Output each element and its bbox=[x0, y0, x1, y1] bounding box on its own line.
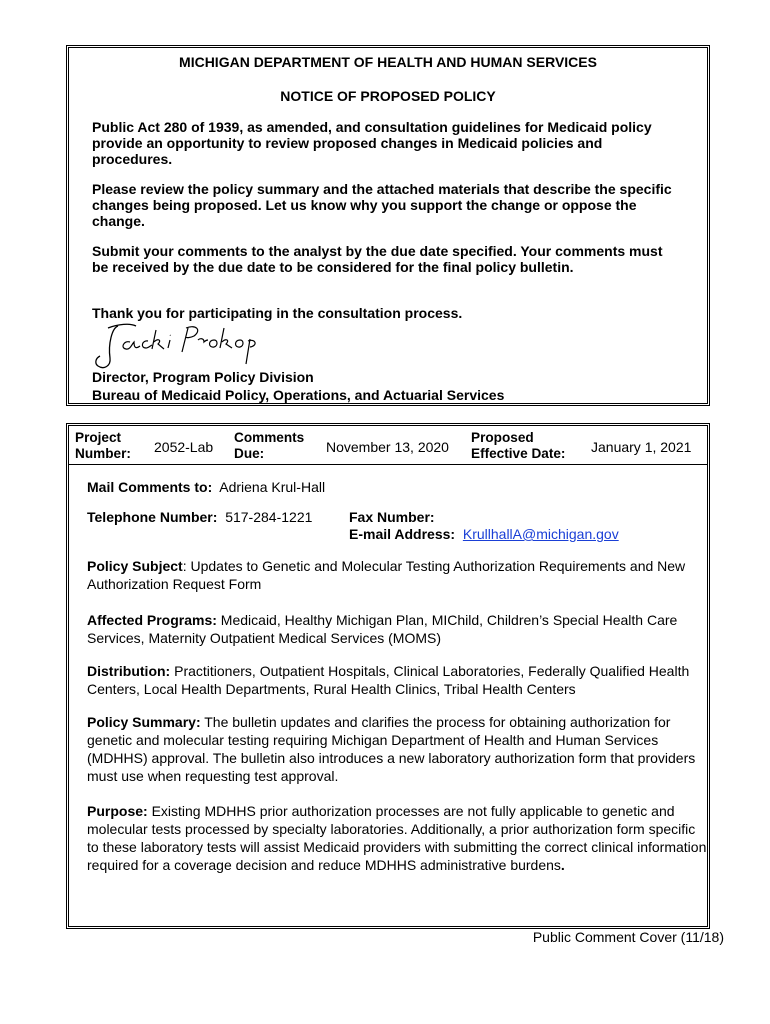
telephone-value: 517-284-1221 bbox=[225, 509, 313, 525]
notice-title: NOTICE OF PROPOSED POLICY bbox=[280, 88, 496, 104]
email-label: E-mail Address: bbox=[349, 526, 456, 542]
project-label-2: Number: bbox=[75, 446, 131, 461]
intro-paragraph: Public Act 280 of 1939, as amended, and consultation guidelines for Medicaid policy provide an opportunity to review proposed changes in Medicaid policies and procedures. bbox=[92, 119, 652, 167]
comments-due-label-2: Due: bbox=[234, 446, 265, 461]
header-row bbox=[69, 426, 707, 465]
purpose-end: . bbox=[560, 857, 565, 873]
director-title: Director, Program Policy Division bbox=[92, 369, 314, 385]
policy-summary-text: The bulletin updates and clarifies the process for obtaining authorization for genetic and molecular testing requiring Michigan Department of Health and Human Services (MDHHS) approval. The bulletin also introduces a new laboratory authorization form that providers must use when requesting test approval. bbox=[87, 714, 696, 784]
bureau-name: Bureau of Medicaid Policy, Operations, and Actuarial Services bbox=[92, 387, 505, 403]
effective-date-label-2: Effective Date: bbox=[471, 446, 566, 461]
project-label-1: Project bbox=[75, 430, 122, 445]
telephone-label: Telephone Number: bbox=[87, 509, 218, 525]
affected-programs bbox=[87, 611, 707, 647]
thanks-paragraph: Thank you for participating in the consultation process. bbox=[92, 305, 463, 321]
policy-summary bbox=[87, 713, 707, 785]
policy-subject bbox=[87, 557, 707, 593]
details-box bbox=[66, 423, 710, 929]
purpose-label: Purpose: bbox=[87, 803, 148, 819]
fax-label: Fax Number: bbox=[349, 509, 435, 525]
affected-programs-text: Medicaid, Healthy Michigan Plan, MIChild, Children’s Special Health Care Services, Maternity Outpatient Medical Services (MOMS) bbox=[87, 612, 678, 646]
purpose-text: Existing MDHHS prior authorization processes are not fully applicable to genetic and molecular tests processed by specialty laboratories. Additionally, a prior authorization form specific to these laboratory tests will assist Medicaid providers with submitting the correct clinical information required for a coverage decision and reduce MDHHS administrative burdens bbox=[87, 803, 707, 873]
policy-summary-label: Policy Summary: bbox=[87, 714, 201, 730]
policy-subject-text: : Updates to Genetic and Molecular Testing Authorization Requirements and New Authorization Request Form bbox=[87, 558, 686, 592]
purpose bbox=[87, 802, 707, 874]
effective-date-label-1: Proposed bbox=[471, 430, 534, 445]
department-heading: MICHIGAN DEPARTMENT OF HEALTH AND HUMAN SERVICES bbox=[179, 54, 597, 70]
affected-programs-label: Affected Programs: bbox=[87, 612, 217, 628]
mail-comments-label: Mail Comments to: bbox=[87, 479, 213, 495]
comments-due-value: November 13, 2020 bbox=[326, 439, 449, 455]
review-paragraph: Please review the policy summary and the attached materials that describe the specific changes being proposed. Let us know why you support the change or oppose the change. bbox=[92, 181, 672, 229]
email-line bbox=[349, 525, 619, 543]
footer-label: Public Comment Cover (11/18) bbox=[532, 929, 724, 945]
policy-subject-label: Policy Subject bbox=[87, 558, 183, 574]
mail-comments-line bbox=[87, 478, 325, 496]
project-number-value: 2052-Lab bbox=[154, 439, 214, 455]
signature-image bbox=[90, 318, 260, 374]
submit-paragraph: Submit your comments to the analyst by the due date specified. Your comments must be received by the due date to be considered for the final policy bulletin. bbox=[92, 243, 663, 275]
distribution bbox=[87, 662, 707, 698]
email-link[interactable]: KrullhallA@michigan.gov bbox=[462, 526, 619, 542]
effective-date-value: January 1, 2021 bbox=[591, 439, 692, 455]
telephone-line bbox=[87, 508, 312, 526]
mail-comments-value: Adriena Krul-Hall bbox=[219, 479, 326, 495]
comments-due-label-1: Comments bbox=[234, 430, 305, 445]
distribution-label: Distribution: bbox=[87, 663, 171, 679]
distribution-text: Practitioners, Outpatient Hospitals, Clinical Laboratories, Federally Qualified Health Centers, Local Health Departments, Rural Health Clinics, Tribal Health Centers bbox=[87, 663, 690, 697]
